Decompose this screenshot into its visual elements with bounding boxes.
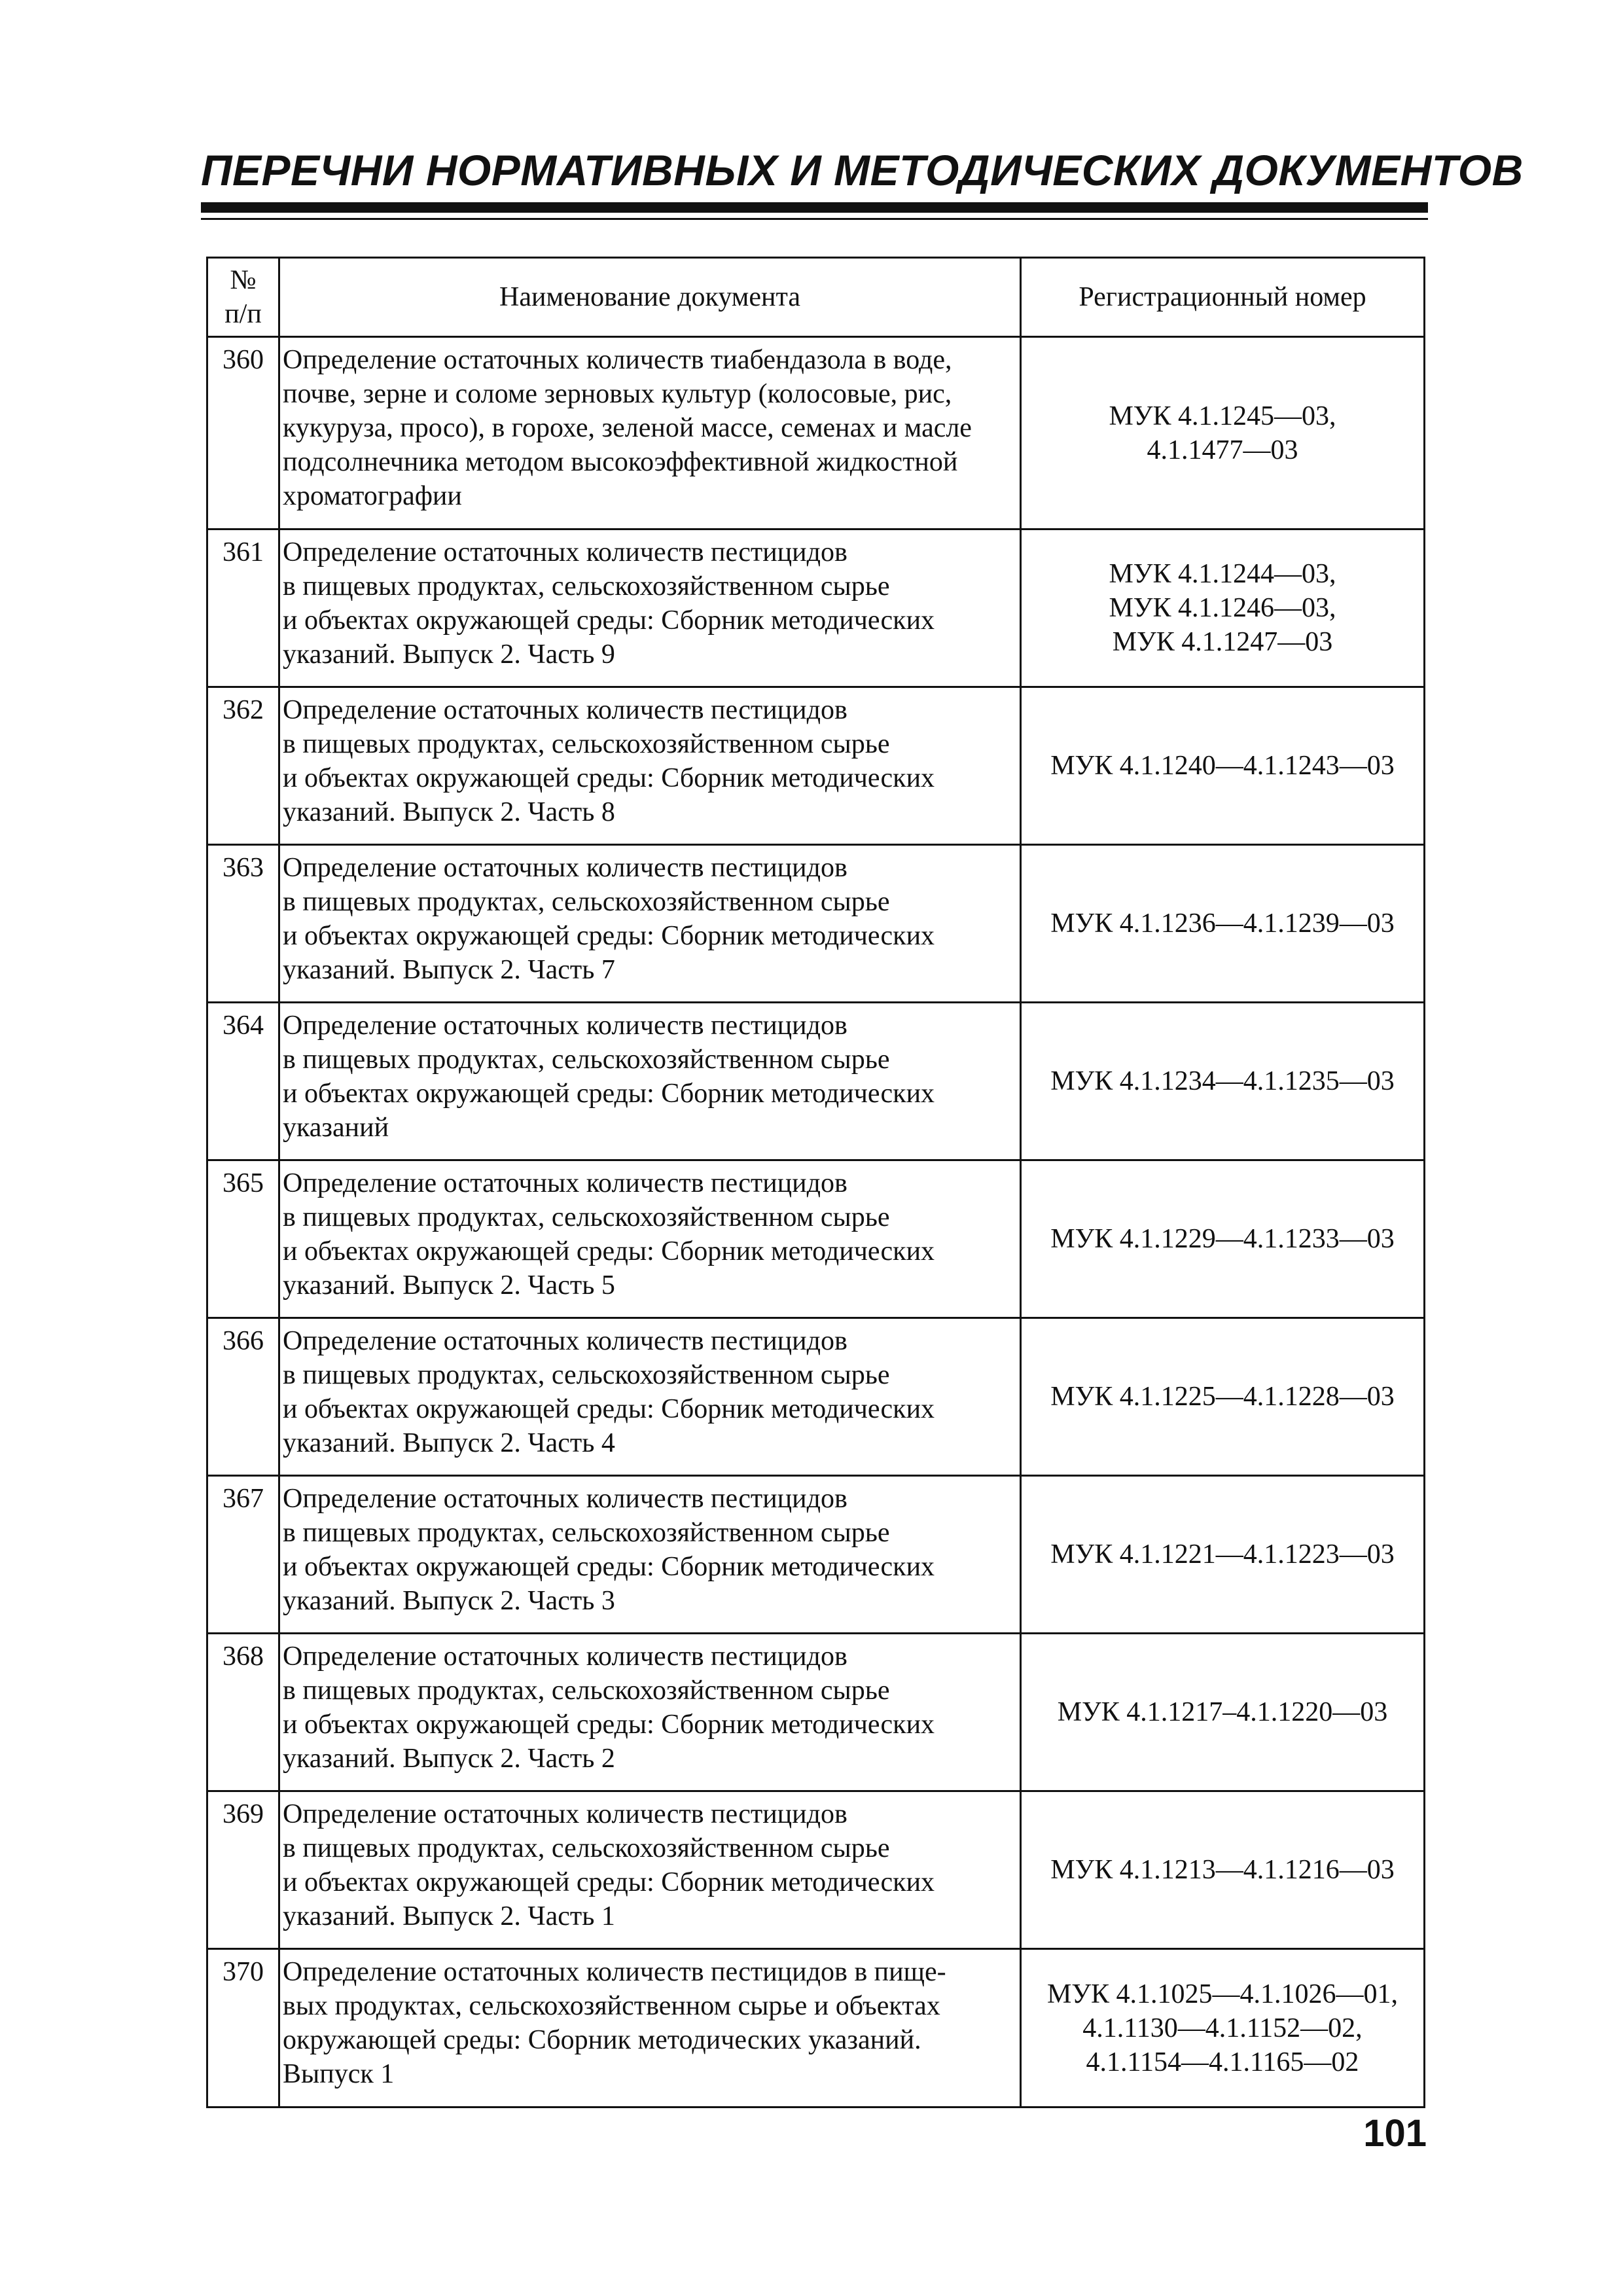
document-name-line: и объектах окружающей среды: Сборник методических	[283, 1867, 935, 1897]
registration-number-cell	[1021, 529, 1425, 687]
document-name-cell	[279, 687, 1021, 845]
page-title: ПЕРЕЧНИ НОРМАТИВНЫХ И МЕТОДИЧЕСКИХ ДОКУМЕНТОВ	[201, 146, 1524, 194]
row-number-cell: 362	[207, 687, 279, 845]
table-row	[207, 1003, 1425, 1160]
row-number-cell: 360	[207, 337, 279, 529]
document-name-line: Определение остаточных количеств пестицидов	[283, 1641, 847, 1672]
row-number-cell: 368	[207, 1634, 279, 1791]
document-name-line: в пищевых продуктах, сельскохозяйственном сырье	[283, 1518, 890, 1548]
registration-number-cell	[1021, 687, 1425, 845]
document-name-line: в пищевых продуктах, сельскохозяйственном сырье	[283, 887, 890, 917]
document-name-line: подсолнечника методом высокоэффективной жидкостной	[283, 447, 958, 477]
registration-number-line: МУК 4.1.1225—4.1.1228—03	[1050, 1382, 1395, 1412]
document-name-line: указаний. Выпуск 2. Часть 8	[283, 797, 615, 827]
document-name-cell	[279, 1791, 1021, 1949]
row-number-cell: 370	[207, 1949, 279, 2108]
table-row	[207, 1318, 1425, 1476]
registration-number-cell	[1021, 337, 1425, 529]
registration-number-line: МУК 4.1.1221—4.1.1223—03	[1050, 1539, 1395, 1570]
registration-number-cell	[1021, 1634, 1425, 1791]
registration-number-line: МУК 4.1.1245—03,	[1109, 401, 1336, 431]
document-name-line: Определение остаточных количеств пестицидов	[283, 537, 847, 567]
document-name-line: Определение остаточных количеств пестицидов	[283, 1799, 847, 1829]
document-name-line: указаний. Выпуск 2. Часть 7	[283, 955, 615, 985]
registration-number-line: МУК 4.1.1229—4.1.1233—03	[1050, 1224, 1395, 1254]
column-header-registration: Регистрационный номер	[1021, 258, 1425, 337]
registration-number-cell	[1021, 1791, 1425, 1949]
document-name-line: указаний. Выпуск 2. Часть 4	[283, 1428, 615, 1458]
table-header-row	[207, 258, 1425, 337]
table-header	[207, 258, 1425, 337]
document-name-line: почве, зерне и соломе зерновых культур (колосовые, рис,	[283, 379, 952, 409]
document-name-line: Определение остаточных количеств пестицидов	[283, 853, 847, 883]
registration-number-cell	[1021, 1160, 1425, 1318]
document-name-line: указаний. Выпуск 2. Часть 2	[283, 1744, 615, 1774]
table-row	[207, 687, 1425, 845]
document-name-cell	[279, 529, 1021, 687]
row-number-cell: 369	[207, 1791, 279, 1949]
row-number-cell: 367	[207, 1476, 279, 1634]
table-row	[207, 1160, 1425, 1318]
document-name-line: и объектах окружающей среды: Сборник методических	[283, 921, 935, 951]
registration-number-line: 4.1.1477—03	[1147, 435, 1298, 465]
table-body	[207, 337, 1425, 2108]
registration-number-line: 4.1.1154—4.1.1165—02	[1086, 2047, 1359, 2077]
documents-table	[206, 257, 1425, 2108]
column-header-name: Наименование документа	[279, 258, 1021, 337]
column-header-number	[207, 258, 279, 337]
registration-number-line: МУК 4.1.1247—03	[1112, 627, 1333, 657]
document-name-line: Определение остаточных количеств пестицидов	[283, 1168, 847, 1198]
table-row	[207, 529, 1425, 687]
document-name-line: Определение остаточных количеств пестицидов	[283, 1484, 847, 1514]
document-name-line: Определение остаточных количеств пестицидов в пище-	[283, 1957, 946, 1987]
column-header-number-abbrev: п/п	[224, 299, 262, 329]
row-number-cell: 361	[207, 529, 279, 687]
registration-number-cell	[1021, 845, 1425, 1003]
document-name-line: в пищевых продуктах, сельскохозяйственном сырье	[283, 729, 890, 759]
document-name-line: в пищевых продуктах, сельскохозяйственном сырье	[283, 1833, 890, 1863]
document-name-line: Определение остаточных количеств пестицидов	[283, 1011, 847, 1041]
document-name-line: Определение остаточных количеств пестицидов	[283, 695, 847, 725]
registration-number-cell	[1021, 1003, 1425, 1160]
document-name-line: и объектах окружающей среды: Сборник методических	[283, 605, 935, 636]
document-name-line: в пищевых продуктах, сельскохозяйственном сырье	[283, 1360, 890, 1390]
document-name-line: и объектах окружающей среды: Сборник методических	[283, 1079, 935, 1109]
document-name-line: и объектах окружающей среды: Сборник методических	[283, 1710, 935, 1740]
registration-number-line: МУК 4.1.1213—4.1.1216—03	[1050, 1855, 1395, 1885]
registration-number-line: МУК 4.1.1244—03,	[1109, 559, 1336, 589]
document-name-line: Определение остаточных количеств тиабендазола в воде,	[283, 345, 952, 375]
registration-number-line: МУК 4.1.1234—4.1.1235—03	[1050, 1066, 1395, 1096]
document-name-line: указаний. Выпуск 2. Часть 3	[283, 1586, 615, 1616]
column-header-number-symbol: №	[230, 265, 257, 295]
document-name-line: Выпуск 1	[283, 2059, 395, 2089]
table-row	[207, 1476, 1425, 1634]
document-name-line: в пищевых продуктах, сельскохозяйственном сырье	[283, 571, 890, 601]
table-row	[207, 337, 1425, 529]
row-number-cell: 364	[207, 1003, 279, 1160]
registration-number-line: МУК 4.1.1217–4.1.1220—03	[1057, 1697, 1388, 1727]
header-rule-thick	[201, 202, 1428, 213]
document-name-line: в пищевых продуктах, сельскохозяйственном сырье	[283, 1676, 890, 1706]
row-number-cell: 366	[207, 1318, 279, 1476]
registration-number-line: МУК 4.1.1246—03,	[1109, 593, 1336, 623]
registration-number-cell	[1021, 1318, 1425, 1476]
registration-number-line: 4.1.1130—4.1.1152—02,	[1082, 2013, 1363, 2043]
header-rule-thin	[201, 218, 1428, 220]
registration-number-cell	[1021, 1476, 1425, 1634]
document-name-line: вых продуктах, сельскохозяйственном сырье и объектах	[283, 1991, 940, 2021]
document-name-line: и объектах окружающей среды: Сборник методических	[283, 1394, 935, 1424]
document-name-cell	[279, 1160, 1021, 1318]
document-name-cell	[279, 1318, 1021, 1476]
document-name-line: и объектах окружающей среды: Сборник методических	[283, 1552, 935, 1582]
table-row	[207, 1634, 1425, 1791]
document-name-cell	[279, 1476, 1021, 1634]
registration-number-line: МУК 4.1.1240—4.1.1243—03	[1050, 751, 1395, 781]
document-name-line: указаний	[283, 1113, 389, 1143]
document-name-line: и объектах окружающей среды: Сборник методических	[283, 763, 935, 793]
registration-number-line: МУК 4.1.1236—4.1.1239—03	[1050, 908, 1395, 939]
page-number: 101	[1363, 2112, 1427, 2155]
document-name-line: и объектах окружающей среды: Сборник методических	[283, 1236, 935, 1266]
document-name-line: Определение остаточных количеств пестицидов	[283, 1326, 847, 1356]
row-number-cell: 363	[207, 845, 279, 1003]
document-name-line: в пищевых продуктах, сельскохозяйственном сырье	[283, 1202, 890, 1232]
page-header	[201, 141, 1524, 220]
document-name-cell	[279, 1003, 1021, 1160]
document-name-cell	[279, 337, 1021, 529]
registration-number-cell	[1021, 1949, 1425, 2108]
document-name-line: в пищевых продуктах, сельскохозяйственном сырье	[283, 1045, 890, 1075]
document-name-cell	[279, 845, 1021, 1003]
document-name-line: окружающей среды: Сборник методических указаний.	[283, 2025, 921, 2055]
document-name-cell	[279, 1634, 1021, 1791]
document-name-line: указаний. Выпуск 2. Часть 9	[283, 639, 615, 670]
table-row	[207, 845, 1425, 1003]
document-name-cell	[279, 1949, 1021, 2108]
registration-number-line: МУК 4.1.1025—4.1.1026—01,	[1046, 1979, 1399, 2009]
row-number-cell: 365	[207, 1160, 279, 1318]
document-name-line: кукуруза, просо), в горохе, зеленой массе, семенах и масле	[283, 413, 972, 443]
document-name-line: указаний. Выпуск 2. Часть 1	[283, 1901, 615, 1931]
document-name-line: указаний. Выпуск 2. Часть 5	[283, 1270, 615, 1300]
table-row	[207, 1791, 1425, 1949]
document-name-line: хроматографии	[283, 481, 462, 511]
table-row	[207, 1949, 1425, 2108]
